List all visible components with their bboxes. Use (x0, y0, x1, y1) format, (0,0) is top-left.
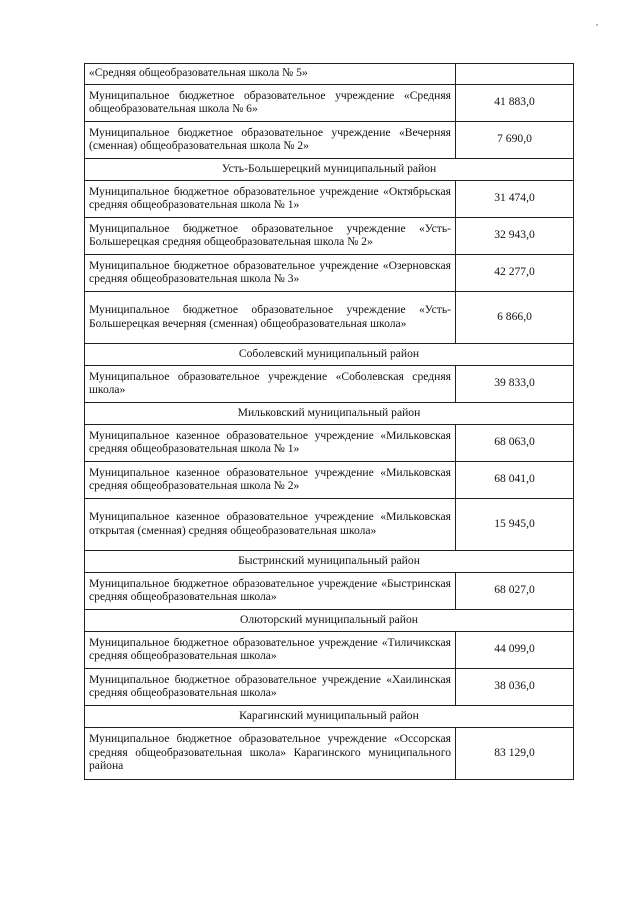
institution-name: Муниципальное бюджетное образовательное учреждение «Озерновская средняя общеобразовательная школа № 3» (85, 255, 456, 292)
amount-value (456, 64, 574, 85)
funding-table-body (85, 64, 574, 780)
institution-name: Муниципальное бюджетное образовательное учреждение «Вечерняя (сменная) общеобразовательная школа № 2» (85, 122, 456, 159)
amount-value: 6 866,0 (456, 292, 574, 344)
funding-table (84, 63, 574, 780)
district-name: Мильковский муниципальный район (85, 403, 574, 425)
institution-name: Муниципальное бюджетное образовательное учреждение «Оссорская средняя общеобразовательная школа» Карагинского муниципального района (85, 728, 456, 780)
amount-value: 68 027,0 (456, 573, 574, 610)
district-name: Карагинский муниципальный район (85, 706, 574, 728)
district-name: Олюторский муниципальный район (85, 610, 574, 632)
table-row (85, 366, 574, 403)
table-row (85, 728, 574, 780)
table-row (85, 632, 574, 669)
institution-name: Муниципальное казенное образовательное учреждение «Мильковская средняя общеобразовательная школа № 1» (85, 425, 456, 462)
table-row (85, 181, 574, 218)
funding-table-container (84, 63, 573, 780)
institution-name: «Средняя общеобразовательная школа № 5» (85, 64, 456, 85)
amount-value: 39 833,0 (456, 366, 574, 403)
institution-name: Муниципальное бюджетное образовательное учреждение «Усть-Большерецкая средняя общеобразовательная школа № 2» (85, 218, 456, 255)
amount-value: 41 883,0 (456, 85, 574, 122)
district-header-row (85, 706, 574, 728)
table-row (85, 85, 574, 122)
amount-value: 68 041,0 (456, 462, 574, 499)
district-header-row (85, 551, 574, 573)
institution-name: Муниципальное образовательное учреждение «Соболевская средняя школа» (85, 366, 456, 403)
amount-value: 7 690,0 (456, 122, 574, 159)
institution-name: Муниципальное казенное образовательное учреждение «Мильковская средняя общеобразовательная школа № 2» (85, 462, 456, 499)
table-row (85, 669, 574, 706)
amount-value: 38 036,0 (456, 669, 574, 706)
institution-name: Муниципальное бюджетное образовательное учреждение «Быстринская средняя общеобразовательная школа» (85, 573, 456, 610)
district-header-row (85, 403, 574, 425)
table-row (85, 499, 574, 551)
institution-name: Муниципальное бюджетное образовательное учреждение «Усть-Большерецкая вечерняя (сменная) общеобразовательная школа» (85, 292, 456, 344)
amount-value: 68 063,0 (456, 425, 574, 462)
table-row (85, 292, 574, 344)
amount-value: 31 474,0 (456, 181, 574, 218)
table-row (85, 255, 574, 292)
district-name: Соболевский муниципальный район (85, 344, 574, 366)
amount-value: 44 099,0 (456, 632, 574, 669)
table-row (85, 64, 574, 85)
table-row (85, 425, 574, 462)
scan-speck (596, 24, 598, 26)
institution-name: Муниципальное бюджетное образовательное учреждение «Октябрьская средняя общеобразовательная школа № 1» (85, 181, 456, 218)
table-row (85, 122, 574, 159)
table-row (85, 573, 574, 610)
district-name: Усть-Большерецкий муниципальный район (85, 159, 574, 181)
district-header-row (85, 344, 574, 366)
table-row (85, 462, 574, 499)
institution-name: Муниципальное казенное образовательное учреждение «Мильковская открытая (сменная) средняя общеобразовательная школа» (85, 499, 456, 551)
institution-name: Муниципальное бюджетное образовательное учреждение «Средняя общеобразовательная школа № 6» (85, 85, 456, 122)
amount-value: 83 129,0 (456, 728, 574, 780)
amount-value: 15 945,0 (456, 499, 574, 551)
amount-value: 42 277,0 (456, 255, 574, 292)
table-row (85, 218, 574, 255)
district-header-row (85, 610, 574, 632)
district-name: Быстринский муниципальный район (85, 551, 574, 573)
institution-name: Муниципальное бюджетное образовательное учреждение «Хаилинская средняя общеобразовательная школа» (85, 669, 456, 706)
institution-name: Муниципальное бюджетное образовательное учреждение «Тиличикская средняя общеобразовательная школа» (85, 632, 456, 669)
district-header-row (85, 159, 574, 181)
amount-value: 32 943,0 (456, 218, 574, 255)
